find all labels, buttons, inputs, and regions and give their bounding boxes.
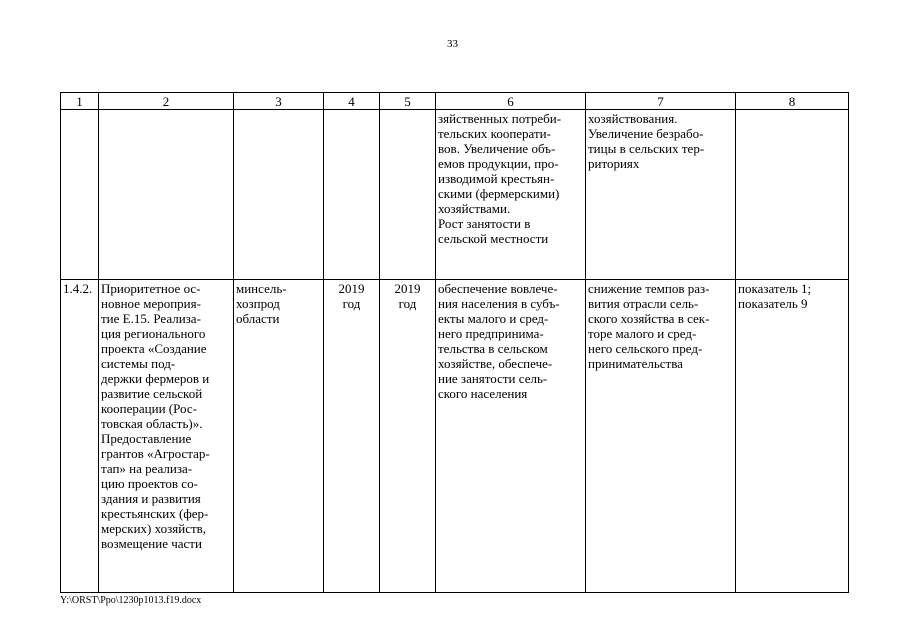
text-line: скими (фермерскими) xyxy=(438,186,560,201)
text-line: вития отрасли сель- xyxy=(588,296,699,311)
cell-number xyxy=(61,110,99,280)
text-line: екты малого и сред- xyxy=(438,311,549,326)
text-line: него предпринима- xyxy=(438,326,544,341)
text-line: снижение темпов раз- xyxy=(588,281,710,296)
text-line: кооперации (Рос- xyxy=(101,401,197,416)
column-header: 2 xyxy=(99,93,234,110)
text-line: хозяйствования. xyxy=(588,111,678,126)
cell-expected-result xyxy=(436,110,586,280)
cell-start xyxy=(324,280,380,593)
text-line: здания и развития xyxy=(101,491,201,506)
text-line: грантов «Агростар- xyxy=(101,446,210,461)
column-header: 8 xyxy=(736,93,849,110)
text-line: развитие сельской xyxy=(101,386,203,401)
column-header: 6 xyxy=(436,93,586,110)
text-line: год xyxy=(398,296,417,311)
cell-executor xyxy=(234,110,324,280)
footer-file-path: Y:\ORST\Ppo\1230p1013.f19.docx xyxy=(60,595,202,606)
cell-end xyxy=(380,110,436,280)
text-line: ского населения xyxy=(438,386,528,401)
table-row-1-4-2 xyxy=(61,280,849,593)
text-line: тельства в сельском xyxy=(438,341,548,356)
text-line: цию проектов со- xyxy=(101,476,198,491)
text-line: возмещение части xyxy=(101,536,202,551)
text-line: мерских) хозяйств, xyxy=(101,521,207,536)
text-line: сельской местности xyxy=(438,231,549,246)
text-line: товская область)». xyxy=(101,416,203,431)
cell-consequences xyxy=(586,110,736,280)
header-row xyxy=(61,93,849,110)
cell-measure xyxy=(99,280,234,593)
text-line: 1.4.2. xyxy=(63,281,93,296)
text-line: вов. Увеличение объ- xyxy=(438,141,556,156)
text-line: тицы в сельских тер- xyxy=(588,141,705,156)
text-line: зяйственных потреби- xyxy=(438,111,562,126)
text-line: проекта «Создание xyxy=(101,341,207,356)
text-line: тап» на реализа- xyxy=(101,461,193,476)
text-line: него сельского пред- xyxy=(588,341,703,356)
column-header: 1 xyxy=(61,93,99,110)
text-line: год xyxy=(342,296,361,311)
text-line: емов продукции, про- xyxy=(438,156,559,171)
text-line: Рост занятости в xyxy=(438,216,531,231)
text-line: принимательства xyxy=(588,356,683,371)
cell-expected-result xyxy=(436,280,586,593)
cell-indicators xyxy=(736,280,849,593)
text-line: изводимой крестьян- xyxy=(438,171,555,186)
text-line: тельских кооперати- xyxy=(438,126,551,141)
text-line: обеспечение вовлече- xyxy=(438,281,558,296)
cell-end xyxy=(380,280,436,593)
table-row-continuation xyxy=(61,110,849,280)
text-line: новное мероприя- xyxy=(101,296,201,311)
cell-executor xyxy=(234,280,324,593)
text-line: Увеличение безрабо- xyxy=(588,126,704,141)
text-line: ского хозяйства в сек- xyxy=(588,311,710,326)
text-line: показатель 1; xyxy=(738,281,812,296)
text-line: ния населения в субъ- xyxy=(438,296,560,311)
text-line: торе малого и сред- xyxy=(588,326,697,341)
text-line: Приоритетное ос- xyxy=(101,281,201,296)
program-table xyxy=(60,92,849,593)
text-line: минсель- xyxy=(236,281,287,296)
text-line: 2019 xyxy=(338,281,365,296)
column-header: 7 xyxy=(586,93,736,110)
text-line: хозяйстве, обеспече- xyxy=(438,356,553,371)
cell-number xyxy=(61,280,99,593)
text-line: хозпрод xyxy=(236,296,280,311)
text-line: области xyxy=(236,311,280,326)
text-line: держки фермеров и xyxy=(101,371,210,386)
column-header: 3 xyxy=(234,93,324,110)
text-line: хозяйствами. xyxy=(438,201,511,216)
page-number: 33 xyxy=(447,38,458,50)
text-line: системы под- xyxy=(101,356,176,371)
text-line: ние занятости сель- xyxy=(438,371,548,386)
cell-measure xyxy=(99,110,234,280)
text-line: показатель 9 xyxy=(738,296,808,311)
text-line: Предоставление xyxy=(101,431,192,446)
text-line: 2019 xyxy=(394,281,421,296)
column-header: 5 xyxy=(380,93,436,110)
text-line: крестьянских (фер- xyxy=(101,506,209,521)
column-header: 4 xyxy=(324,93,380,110)
text-line: ция регионального xyxy=(101,326,206,341)
cell-consequences xyxy=(586,280,736,593)
cell-start xyxy=(324,110,380,280)
cell-indicators xyxy=(736,110,849,280)
text-line: тие Е.15. Реализа- xyxy=(101,311,201,326)
text-line: риториях xyxy=(588,156,640,171)
